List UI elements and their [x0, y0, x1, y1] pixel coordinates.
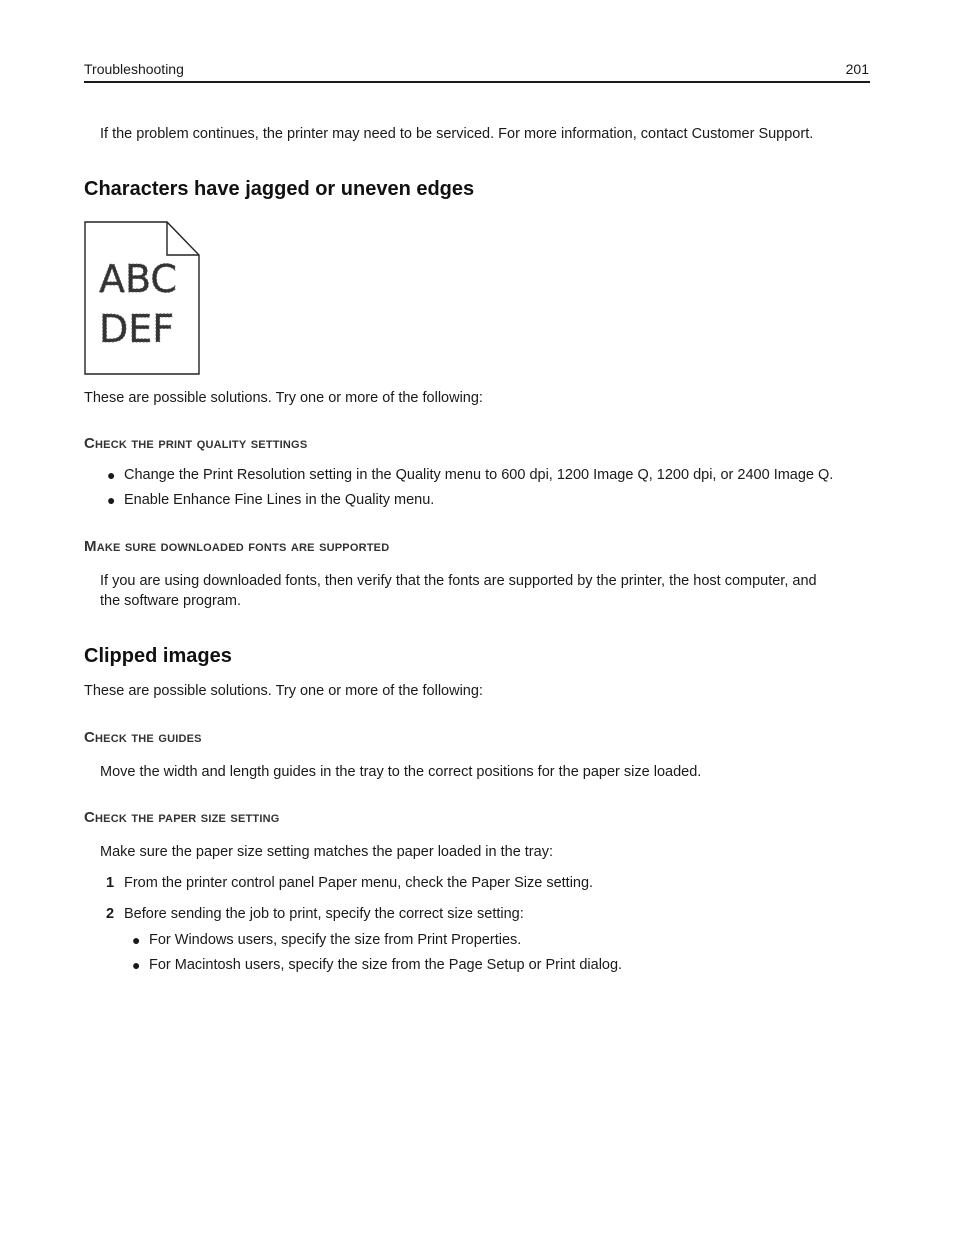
subheading-print-quality: Check the print quality settings: [84, 435, 308, 452]
illustration-line-2: DEF: [99, 307, 175, 351]
step-item: [106, 904, 524, 924]
paper-size-paragraph: Make sure the paper size setting matches the paper loaded in the tray:: [100, 844, 553, 860]
list-item-text: Enable Enhance Fine Lines in the Quality menu.: [124, 492, 435, 508]
step-item: [106, 873, 594, 893]
intro-paragraph: If the problem continues, the printer may need to be serviced. For more information, contact Customer Support.: [100, 126, 814, 142]
illustration-line-1: ABC: [99, 257, 177, 301]
header-section-title: Troubleshooting: [84, 61, 184, 77]
fonts-paragraph-line-1: If you are using downloaded fonts, then verify that the fonts are supported by the printer, the host computer, and: [100, 573, 817, 589]
list-item-text: Change the Print Resolution setting in the Quality menu to 600 dpi, 1200 Image Q, 1200 dpi, or 2400 Image Q.: [124, 467, 834, 483]
section-heading-jagged-edges: Characters have jagged or uneven edges: [84, 178, 475, 200]
bullet-icon: ●: [132, 932, 141, 948]
list-item-text: For Windows users, specify the size from Print Properties.: [149, 932, 522, 948]
step-text: From the printer control panel Paper menu, check the Paper Size setting.: [124, 875, 594, 891]
subheading-downloaded-fonts: Make sure downloaded fonts are supported: [84, 538, 390, 555]
header-rule: [84, 81, 870, 83]
page-number: 201: [845, 61, 869, 77]
step-text: Before sending the job to print, specify the correct size setting:: [124, 906, 524, 922]
fonts-paragraph-line-2: the software program.: [100, 593, 242, 609]
solutions-intro-1: These are possible solutions. Try one or more of the following:: [84, 390, 483, 406]
step-number: 1: [106, 875, 115, 891]
guides-paragraph: Move the width and length guides in the tray to the correct positions for the paper size loaded.: [100, 764, 702, 780]
jagged-text-illustration: [84, 221, 200, 376]
solutions-intro-2: These are possible solutions. Try one or more of the following:: [84, 683, 483, 699]
step-number: 2: [106, 906, 115, 922]
bullet-icon: ●: [132, 957, 141, 973]
bullet-icon: ●: [107, 467, 116, 483]
list-item: [107, 465, 834, 485]
list-item-text: For Macintosh users, specify the size from the Page Setup or Print dialog.: [149, 957, 623, 973]
section-heading-clipped-images: Clipped images: [84, 645, 232, 667]
list-item: [132, 930, 522, 950]
list-item: [132, 955, 623, 975]
bullet-icon: ●: [107, 492, 116, 508]
list-item: [107, 490, 435, 510]
subheading-paper-size: Check the paper size setting: [84, 809, 280, 826]
subheading-check-guides: Check the guides: [84, 729, 202, 746]
